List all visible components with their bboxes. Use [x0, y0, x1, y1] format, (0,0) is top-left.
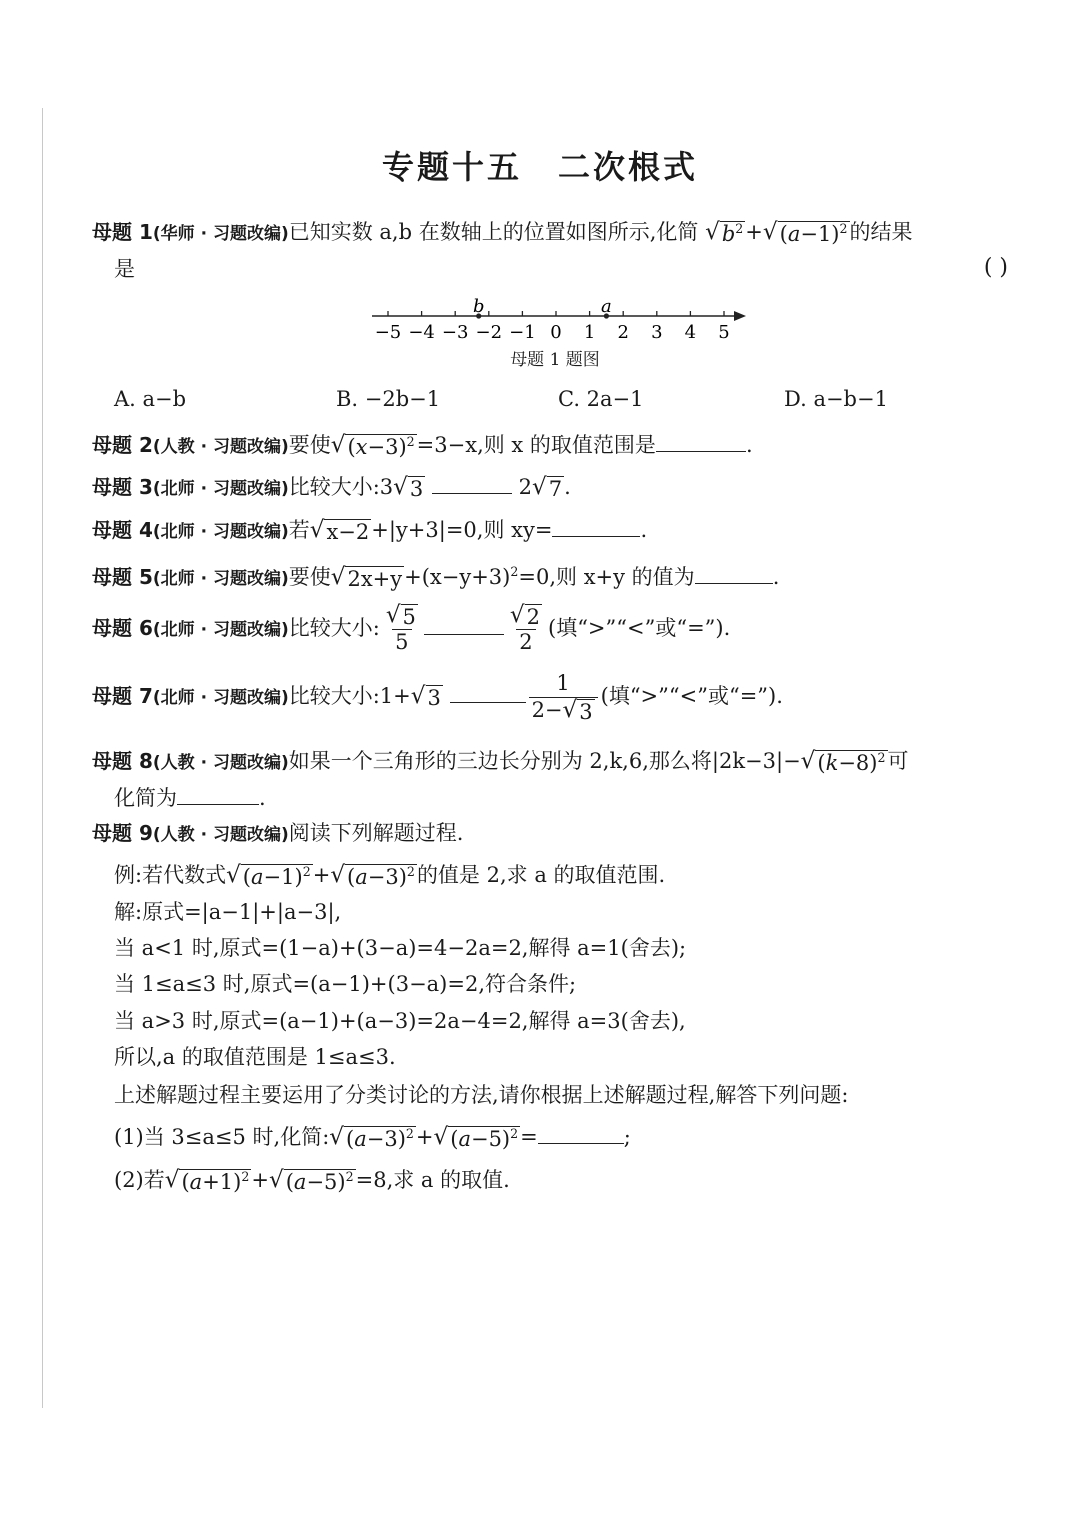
- problem-source: (北师 · 习题改编): [152, 569, 289, 589]
- tick-label: 5: [718, 322, 730, 343]
- problem-label: 母题 4: [92, 518, 153, 542]
- tick-label: 1: [583, 322, 596, 343]
- problem-text: 的结果: [849, 220, 913, 244]
- sqrt-expr: √ $(x-3)^2$: [330, 432, 415, 459]
- solution-line: 解:原式=|a−1|+|a−3|,: [114, 900, 342, 924]
- problem-8-cont: [114, 782, 1020, 814]
- question-text: (1)当 3≤a≤5 时,化简:: [114, 1125, 330, 1149]
- problem-source: (北师 · 习题改编): [152, 688, 289, 708]
- problem-text: 比较大小:: [288, 616, 380, 640]
- problem-source: (北师 · 习题改编): [152, 620, 289, 640]
- sqrt-expr: √ $(a-5)^2$: [433, 1124, 519, 1151]
- tick-label: −2: [475, 322, 503, 343]
- problem-1: 母题 1(华师 · 习题改编)已知实数 a,b 在数轴上的位置如图所示,化简 √ $b^2$ + √ $(a-1)^2$ 的结果: [92, 219, 913, 246]
- tick-label: −1: [509, 322, 536, 343]
- problem-text: 是: [114, 257, 135, 281]
- answer-paren: ( ): [983, 255, 1008, 280]
- option-c: C. 2a−1: [558, 387, 644, 411]
- point-a-label: a: [601, 296, 612, 317]
- example-text: 的值是 2,求 a 的取值范围.: [416, 863, 666, 887]
- radicand: 3: [427, 686, 441, 710]
- radicand: 2x+y: [347, 567, 403, 591]
- problem-text: 若: [288, 518, 310, 542]
- sqrt-expr: √ 3: [410, 683, 441, 710]
- solution-line: 当 1≤a≤3 时,原式=(a−1)+(3−a)=2,符合条件;: [114, 972, 577, 996]
- problem-label: 母题 5: [92, 565, 153, 589]
- solution-line: 当 a<1 时,原式=(1−a)+(3−a)=4−2a=2,解得 a=1(舍去);: [114, 936, 687, 960]
- answer-blank[interactable]: [656, 433, 746, 452]
- sqrt-expr: √ $(a-5)^2$: [268, 1167, 354, 1194]
- problem-7: [92, 668, 1020, 726]
- period: .: [772, 565, 780, 589]
- option-a: A. a−b: [114, 387, 187, 411]
- sqrt-expr: √ $(a-1)^2$: [762, 219, 848, 246]
- question-1: (1)当 3≤a≤5 时,化简: √ $(a-3)^2$ + √ $(a-5)^2$ = ;: [114, 1124, 631, 1151]
- problem-label: 母题 1: [92, 220, 153, 244]
- tick-label: 2: [617, 322, 629, 343]
- period: .: [564, 475, 571, 499]
- problem-text: 要使: [288, 565, 331, 589]
- radicand: 5: [402, 605, 416, 630]
- sqrt-expr: √ $(a-3)^2$: [330, 862, 415, 889]
- answer-blank[interactable]: [695, 565, 773, 584]
- semicolon: ;: [623, 1125, 631, 1149]
- sqrt-expr: √ $(a-1)^2$: [226, 862, 311, 889]
- problem-label: 母题 2: [92, 433, 153, 457]
- tick-label: −5: [374, 322, 402, 343]
- problem-text: 可: [887, 749, 909, 773]
- example-text: 例:若代数式: [114, 863, 227, 887]
- option-b: B. −2b−1: [336, 387, 441, 411]
- fraction: √ 5 5: [385, 602, 416, 655]
- problem-text: 比较大小:3: [288, 475, 394, 499]
- tick-label: 4: [684, 322, 697, 343]
- tick-label: −4: [408, 322, 435, 343]
- problem-source: (北师 · 习题改编): [152, 479, 289, 499]
- problem-text: 要使: [288, 433, 331, 457]
- problem-text: +(x−y+3): [404, 565, 511, 589]
- radicand: 7: [548, 477, 563, 501]
- solution-line: 当 a>3 时,原式=(a−1)+(a−3)=2a−4=2,解得 a=3(舍去),: [114, 1009, 686, 1033]
- problem-label: 母题 8: [92, 749, 153, 773]
- denominator: 2: [516, 629, 535, 655]
- numerator: 1: [556, 671, 570, 696]
- summary-line: 上述解题过程主要运用了分类讨论的方法,请你根据上述解题过程,解答下列问题:: [114, 1083, 849, 1107]
- question-text: =8,求 a 的取值.: [355, 1168, 510, 1192]
- solution-line: 所以,a 的取值范围是 1≤a≤3.: [114, 1045, 396, 1069]
- tick-label: 0: [550, 322, 562, 343]
- problem-source: (华师 · 习题改编): [152, 224, 289, 244]
- page-margin-line: [42, 108, 43, 1408]
- problem-text: 阅读下列解题过程.: [288, 821, 464, 845]
- problem-text: 已知实数 a,b 在数轴上的位置如图所示,化简: [288, 220, 699, 244]
- page-title: [0, 142, 1080, 188]
- problem-label: 母题 3: [92, 475, 153, 499]
- period: .: [259, 786, 266, 810]
- question-2: (2)若 √ $(a+1)^2$ + √ $(a-5)^2$ =8,求 a 的取值.: [114, 1167, 510, 1194]
- problem-9: [92, 817, 1020, 851]
- problem-label: 母题 6: [92, 616, 153, 640]
- problem-text: =0,则 x+y 的值为: [518, 565, 695, 589]
- answer-blank[interactable]: [432, 475, 512, 494]
- fraction: 1 2− √ 3: [529, 671, 598, 723]
- sqrt-expr: √ $(a-3)^2$: [329, 1124, 414, 1151]
- problem-1-cont: [114, 253, 1020, 285]
- sqrt-expr: √ 3: [393, 474, 424, 501]
- title-part2: 二次根式: [558, 148, 699, 186]
- problem-8: [92, 745, 1020, 779]
- problem-label: 母题 7: [92, 684, 153, 708]
- option-d: D. a−b−1: [784, 387, 888, 411]
- coefficient: 2: [518, 475, 533, 499]
- problem-source: (北师 · 习题改编): [152, 522, 289, 542]
- answer-blank[interactable]: [177, 786, 259, 805]
- title-part1: 专题十五: [381, 148, 522, 186]
- arrow-head: [734, 311, 746, 321]
- question-text: (2)若: [114, 1168, 165, 1192]
- problem-2: [92, 429, 1020, 463]
- problem-6: [92, 600, 1020, 658]
- period: .: [745, 433, 753, 457]
- sqrt-expr: √ $(k-8)^2$: [800, 748, 886, 775]
- problem-4: [92, 514, 1020, 548]
- problem-source: (人教 · 习题改编): [152, 753, 289, 773]
- tick-label: 3: [651, 322, 663, 343]
- radicand: 3: [409, 477, 424, 501]
- problem-text: 比较大小:1+: [288, 684, 411, 708]
- period: .: [640, 518, 648, 542]
- radicand: x−2: [326, 520, 370, 544]
- problem-text: =3−x,则 x 的取值范围是: [416, 433, 656, 457]
- answer-blank[interactable]: [552, 518, 640, 537]
- radicand: 3: [579, 699, 593, 724]
- sqrt-expr: √ 7: [532, 474, 563, 501]
- radicand: 2: [526, 605, 540, 630]
- denominator: 5: [392, 629, 411, 655]
- point-b-label: b: [472, 296, 485, 317]
- problem-text: 如果一个三角形的三边长分别为 2,k,6,那么将|2k−3|−: [288, 749, 801, 773]
- answer-blank[interactable]: [424, 616, 504, 635]
- answer-blank[interactable]: [450, 684, 526, 703]
- figure-caption: 母题 1 题图: [510, 350, 600, 370]
- sqrt-expr: √ x−2: [309, 517, 370, 544]
- options-row: [114, 387, 894, 417]
- number-line-figure: [360, 292, 760, 344]
- fraction: √ 2 2: [509, 602, 540, 655]
- problem-text: 化简为: [114, 786, 177, 810]
- problem-text: (填“>”“<”或“=”).: [600, 684, 783, 708]
- tick-label: −3: [441, 322, 469, 343]
- sqrt-expr: √ $b^2$: [705, 219, 744, 246]
- example-line: 例:若代数式 √ $(a-1)^2$ + √ $(a-3)^2$ 的值是 2,求 a 的取值范围.: [114, 862, 666, 889]
- problem-source: (人教 · 习题改编): [152, 437, 289, 457]
- problem-text: +|y+3|=0,则 xy=: [371, 518, 553, 542]
- denominator-part: 2−: [531, 697, 563, 722]
- problem-text: (填“>”“<”或“=”).: [548, 616, 731, 640]
- problem-source: (人教 · 习题改编): [152, 825, 289, 845]
- sqrt-expr: √ $(a+1)^2$: [164, 1167, 250, 1194]
- answer-blank[interactable]: [538, 1125, 624, 1144]
- problem-label: 母题 9: [92, 821, 153, 845]
- sqrt-expr: √ 2x+y: [330, 564, 403, 591]
- problem-5: 母题 5(北师 · 习题改编)要使 √ 2x+y $+(x-y+3)^2=0$,则 x+y 的值为 .: [92, 564, 780, 591]
- problem-3: [92, 471, 1020, 505]
